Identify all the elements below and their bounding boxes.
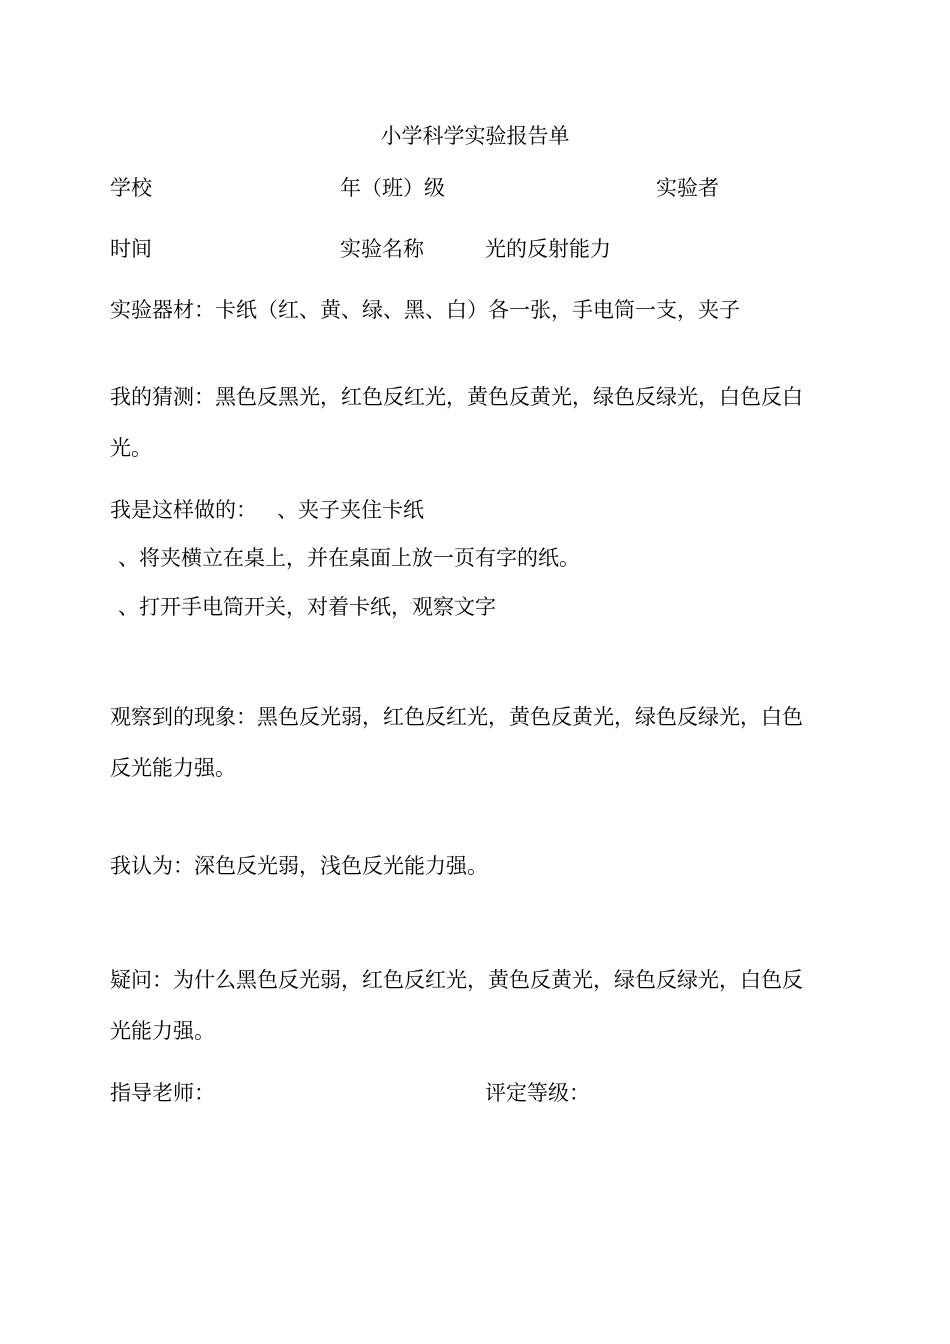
procedure-label: 我是这样做的： [110,498,257,522]
procedure-step-1: 、夹子夹住卡纸 [277,498,424,522]
grade-class-label: 年（班）级 [340,176,445,200]
observation-line-1: 观察到的现象：黑色反光弱，红色反红光，黄色反黄光，绿色反绿光，白色 [110,705,803,729]
question-line-2: 光能力强。 [110,1019,215,1043]
observation-line-2: 反光能力强。 [110,756,236,780]
procedure-step-2: 、将夹横立在桌上，并在桌面上放一页有字的纸。 [118,546,580,570]
materials-text: 实验器材：卡纸（红、黄、绿、黑、白）各一张，手电筒一支，夹子 [110,298,740,322]
time-label: 时间 [110,237,152,261]
school-label: 学校 [110,176,152,200]
teacher-label: 指导老师： [110,1081,215,1105]
question-line-1: 疑问：为什么黑色反光弱，红色反红光，黄色反黄光，绿色反绿光，白色反 [110,968,803,992]
guess-line-1: 我的猜测：黑色反黑光，红色反红光，黄色反黄光，绿色反绿光，白色反白 [110,385,803,409]
guess-line-2: 光。 [110,436,152,460]
rating-label: 评定等级： [485,1081,590,1105]
experimenter-label: 实验者 [656,176,719,200]
experiment-name-value: 光的反射能力 [485,237,611,261]
document-title: 小学科学实验报告单 [380,124,570,148]
experiment-name-label: 实验名称 [340,237,424,261]
procedure-step-3: 、打开手电筒开关，对着卡纸，观察文字 [118,595,496,619]
conclusion-text: 我认为：深色反光弱，浅色反光能力强。 [110,854,488,878]
